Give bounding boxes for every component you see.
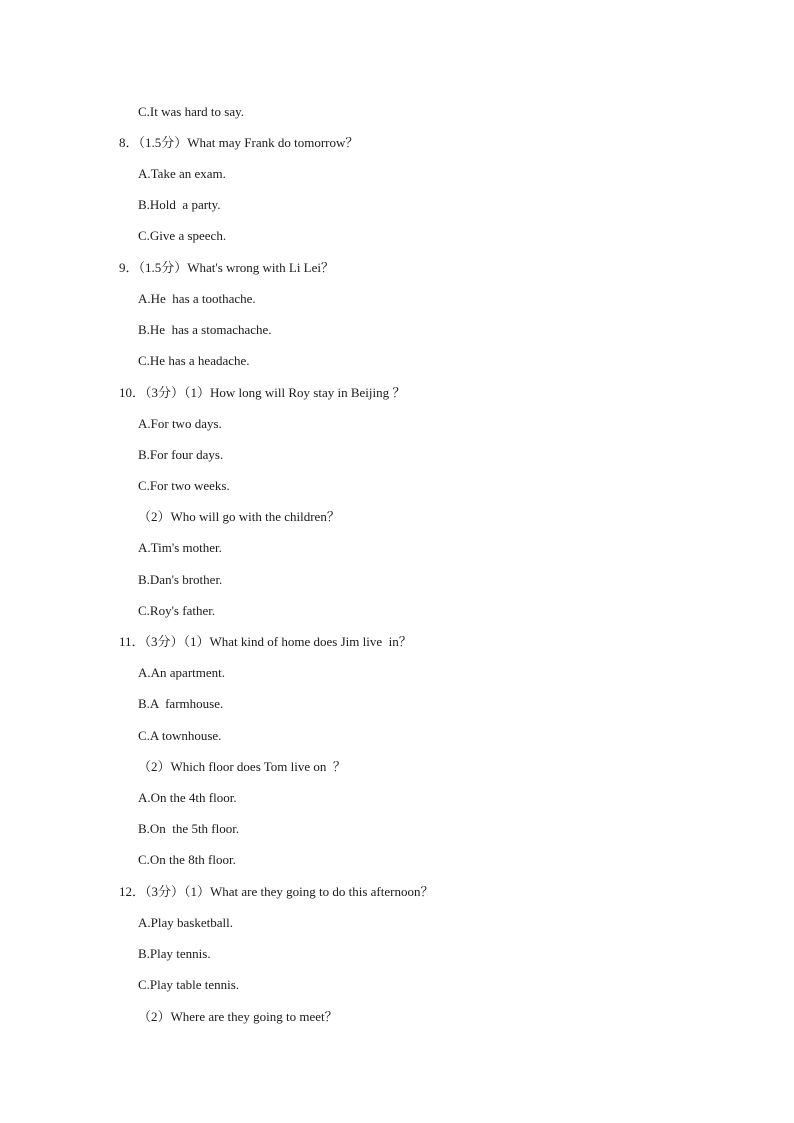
option-q10-1-b: B.For four days. xyxy=(138,447,224,462)
subquestion-q10-2: （2）Who will go with the children？ xyxy=(138,509,340,524)
option-q10-2-a: A.Tim's mother. xyxy=(138,540,222,555)
option-q11-1-c: C.A townhouse. xyxy=(138,728,222,743)
option-q7-c: C.It was hard to say. xyxy=(138,104,245,119)
option-q8-a: A.Take an exam. xyxy=(138,166,226,181)
option-q12-1-b: B.Play tennis. xyxy=(138,946,211,961)
option-q9-c: C.He has a headache. xyxy=(138,353,250,368)
option-q9-a: A.He has a toothache. xyxy=(138,291,256,306)
option-q10-1-c: C.For two weeks. xyxy=(138,478,230,493)
option-q8-b: B.Hold a party. xyxy=(138,197,221,212)
option-q11-1-a: A.An apartment. xyxy=(138,665,226,680)
option-q12-1-c: C.Play table tennis. xyxy=(138,977,240,992)
option-q10-2-c: C.Roy's father. xyxy=(138,603,216,618)
option-q11-1-b: B.A farmhouse. xyxy=(138,696,224,711)
question-10: 10．（3分）（1）How long will Roy stay in Beijing ？ xyxy=(119,385,406,400)
option-q11-2-a: A.On the 4th floor. xyxy=(138,790,237,805)
question-11: 11．（3分）（1）What kind of home does Jim live in？ xyxy=(119,634,412,649)
option-q12-1-a: A.Play basketball. xyxy=(138,915,233,930)
subquestion-q12-2: （2）Where are they going to meet？ xyxy=(138,1009,338,1024)
option-q11-2-c: C.On the 8th floor. xyxy=(138,852,236,867)
option-q9-b: B.He has a stomachache. xyxy=(138,322,272,337)
question-9: 9．（1.5分）What's wrong with Li Lei？ xyxy=(119,260,335,275)
option-q10-2-b: B.Dan's brother. xyxy=(138,572,223,587)
subquestion-q11-2: （2）Which floor does Tom live on ？ xyxy=(138,759,346,774)
option-q10-1-a: A.For two days. xyxy=(138,416,222,431)
option-q8-c: C.Give a speech. xyxy=(138,228,227,243)
option-q11-2-b: B.On the 5th floor. xyxy=(138,821,240,836)
question-8: 8．（1.5分）What may Frank do tomorrow？ xyxy=(119,135,359,150)
question-12: 12．（3分）（1）What are they going to do this afternoon？ xyxy=(119,884,434,899)
